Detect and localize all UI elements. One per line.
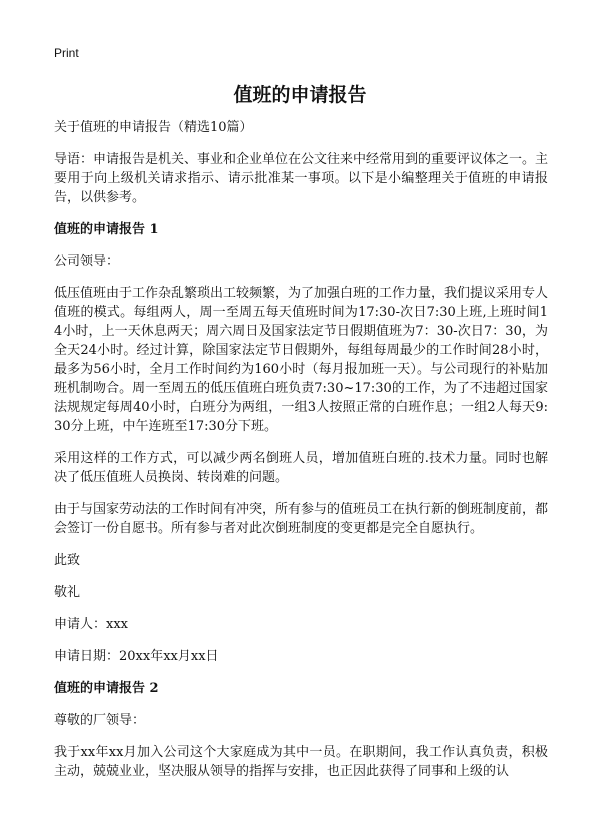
report-2-salutation: 尊敬的厂领导： (54, 713, 146, 728)
report-1-date: 申请日期：20xx年xx月xx日 (54, 649, 219, 664)
report-1-heading: 值班的申请报告 1 (54, 222, 159, 237)
report-1-salutation: 公司领导： (54, 254, 120, 269)
report-1-paragraph-1: 低压值班由于工作杂乱繁琐出工较频繁，为了加强白班的工作力量，我们提议采用专人值班的模式。每组两人，周一至周五每天值班时间为17:30-次日7:30上班,上班时间14小时，上一天休息两天；周六周日及国家法定节日假期值班为7：30-次日7：30，为全天24小时。经过计算，除国家法定节日假期外，每组每周最少的工作时间28小时，最多为56小时，全月工作时间约为160小时（每月报加班一天）。与公司现行的补贴加班机制吻合。周一至周五的低压值班白班负责7:30~17:30的工作，为了不违超过国家法规规定每周40小时，白班分为两组，一组3人按照正常的白班作息；一组2人每天9:30分上班，中午连班至17:30分下班。 (54, 286, 549, 434)
page-title: 值班的申请报告 (233, 84, 367, 106)
report-1-paragraph-3: 由于与国家劳动法的工作时间有冲突，所有参与的值班员工在执行新的倒班制度前，都会签订一份自愿书。所有参与者对此次倒班制度的变更都是完全自愿执行。 (54, 502, 549, 536)
report-2-heading: 值班的申请报告 2 (54, 681, 159, 696)
report-2-paragraph-1: 我于xx年xx月加入公司这个大家庭成为其中一员。在职期间，我工作认真负责，积极主动，兢兢业业，坚决服从领导的指挥与安排，也正因此获得了同事和上级的认 (54, 745, 548, 779)
report-1-paragraph-2: 采用这样的工作方式，可以减少两名倒班人员，增加值班白班的.技术力量。同时也解决了低压值班人员换岗、转岗难的问题。 (54, 451, 548, 485)
print-link[interactable]: Print (54, 46, 79, 60)
report-1-closing-2: 敬礼 (54, 585, 81, 600)
document-subtitle: 关于值班的申请报告（精选10篇） (54, 120, 253, 135)
report-1-applicant: 申请人：xxx (54, 617, 128, 632)
intro-paragraph: 导语：申请报告是机关、事业和企业单位在公文往来中经常用到的重要评议体之一。主要用于向上级机关请求指示、请示批准某一事项。以下是小编整理关于值班的申请报告，以供参考。 (54, 152, 549, 205)
document-body (54, 118, 548, 794)
report-1-closing-1: 此致 (54, 553, 81, 568)
